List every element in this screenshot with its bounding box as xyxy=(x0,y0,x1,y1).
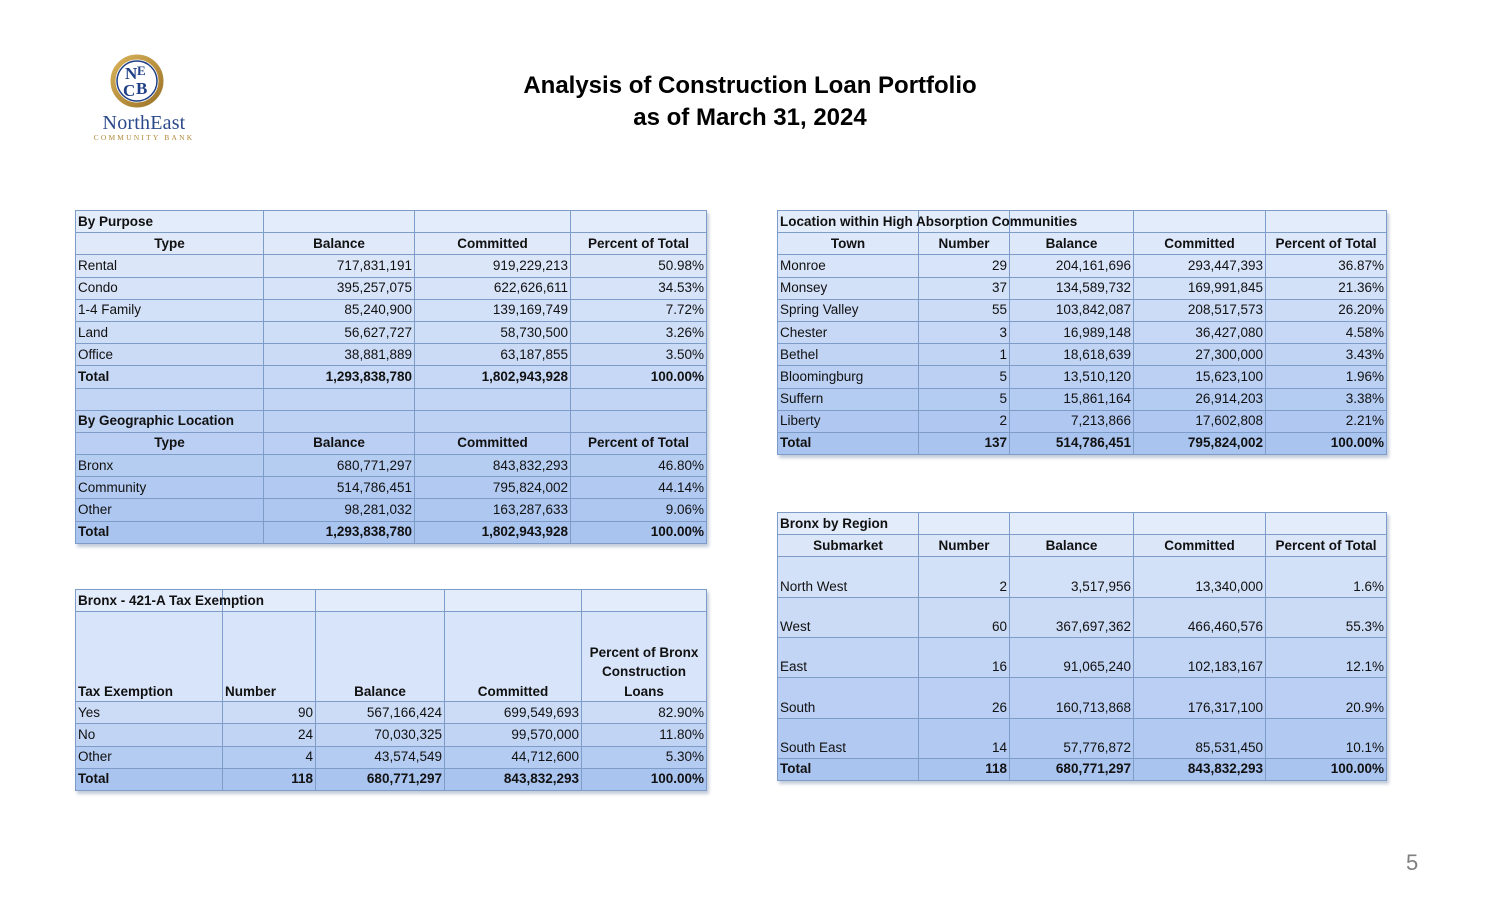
bronx_region-section-col-1 xyxy=(919,513,1010,535)
logo-tagline: COMMUNITY BANK xyxy=(93,133,195,142)
high-absorption-body xyxy=(778,211,1387,455)
tax_exemption-row-0-col-0: Yes xyxy=(76,702,223,724)
bronx_region-row-4-col-3: 85,531,450 xyxy=(1134,718,1266,758)
high_absorption-row-3-col-2: 16,989,148 xyxy=(1010,321,1134,343)
tax_exemption-header-col-0: Tax Exemption xyxy=(76,612,223,702)
bronx_region-header-col-1: Number xyxy=(919,535,1010,557)
high_absorption-header-row xyxy=(778,233,1387,255)
table-row xyxy=(76,455,707,477)
table-row xyxy=(778,344,1387,366)
table-row xyxy=(778,637,1387,677)
by_purpose-section-col-2 xyxy=(415,211,571,233)
high_absorption-total-row xyxy=(778,432,1387,454)
tax_exemption-total-col-2: 680,771,297 xyxy=(316,768,445,790)
tax_exemption-section-row xyxy=(76,590,707,612)
high_absorption-row-7-col-0: Liberty xyxy=(778,410,919,432)
bronx_region-row-2-col-3: 102,183,167 xyxy=(1134,637,1266,677)
high_absorption-row-6-col-3: 26,914,203 xyxy=(1134,388,1266,410)
bronx_region-header-col-0: Submarket xyxy=(778,535,919,557)
title-line-2: as of March 31, 2024 xyxy=(633,104,867,131)
by_geo-header-col-3: Percent of Total xyxy=(571,432,707,454)
by_purpose-row-4-col-3: 3.50% xyxy=(571,344,707,366)
by_purpose-section-row xyxy=(76,211,707,233)
bronx_region-row-1-col-3: 466,460,576 xyxy=(1134,597,1266,637)
high_absorption-row-4-col-4: 3.43% xyxy=(1266,344,1387,366)
table-row xyxy=(76,477,707,499)
table-row xyxy=(778,718,1387,758)
tax_exemption-row-1-col-1: 24 xyxy=(223,724,316,746)
high_absorption-section-col-3 xyxy=(1134,211,1266,233)
table-row xyxy=(778,410,1387,432)
high_absorption-section-row xyxy=(778,211,1387,233)
high_absorption-section-col-0: Location within High Absorption Communities xyxy=(778,211,919,233)
by_purpose-row-1-col-2: 622,626,611 xyxy=(415,277,571,299)
by_geo-row-1-col-3: 44.14% xyxy=(571,477,707,499)
high_absorption-row-4-col-2: 18,618,639 xyxy=(1010,344,1134,366)
high_absorption-row-6-col-2: 15,861,164 xyxy=(1010,388,1134,410)
by_purpose-row-2-col-0: 1-4 Family xyxy=(76,299,264,321)
by_geo-total-col-1: 1,293,838,780 xyxy=(264,521,415,543)
high_absorption-total-col-0: Total xyxy=(778,432,919,454)
high_absorption-row-3-col-0: Chester xyxy=(778,321,919,343)
by_geo-row-0-col-3: 46.80% xyxy=(571,455,707,477)
by_geo-row-2-col-3: 9.06% xyxy=(571,499,707,521)
by_geo-row-2-col-0: Other xyxy=(76,499,264,521)
tax_exemption-total-col-0: Total xyxy=(76,768,223,790)
table-row xyxy=(778,321,1387,343)
table-row xyxy=(778,557,1387,597)
table-row xyxy=(778,678,1387,718)
spacer-col-3 xyxy=(571,388,707,410)
table-row xyxy=(76,299,707,321)
table-row xyxy=(76,321,707,343)
by_purpose-row-4-col-0: Office xyxy=(76,344,264,366)
by_geo-total-row xyxy=(76,521,707,543)
spacer-col-0 xyxy=(76,388,264,410)
by_purpose-header-col-3: Percent of Total xyxy=(571,233,707,255)
bronx_region-row-0-col-2: 3,517,956 xyxy=(1010,557,1134,597)
table-row xyxy=(778,597,1387,637)
high_absorption-row-4-col-1: 1 xyxy=(919,344,1010,366)
high_absorption-row-6-col-0: Suffern xyxy=(778,388,919,410)
bronx_region-section-col-0: Bronx by Region xyxy=(778,513,919,535)
table-row xyxy=(76,255,707,277)
by_purpose-row-2-col-2: 139,169,749 xyxy=(415,299,571,321)
tax_exemption-row-0-col-3: 699,549,693 xyxy=(445,702,582,724)
high_absorption-header-col-0: Town xyxy=(778,233,919,255)
high_absorption-row-2-col-2: 103,842,087 xyxy=(1010,299,1134,321)
high_absorption-total-col-3: 795,824,002 xyxy=(1134,432,1266,454)
by_purpose-row-3-col-2: 58,730,500 xyxy=(415,321,571,343)
by_geo-total-col-3: 100.00% xyxy=(571,521,707,543)
by_purpose-row-3-col-3: 3.26% xyxy=(571,321,707,343)
high_absorption-header-col-2: Balance xyxy=(1010,233,1134,255)
tax_exemption-row-2-col-4: 5.30% xyxy=(582,746,707,768)
by_geo-row-0-col-2: 843,832,293 xyxy=(415,455,571,477)
bronx_region-section-row xyxy=(778,513,1387,535)
table-row xyxy=(778,366,1387,388)
by_purpose-total-col-0: Total xyxy=(76,366,264,388)
tax-exemption-body xyxy=(76,590,707,791)
bronx_region-row-2-col-4: 12.1% xyxy=(1266,637,1387,677)
high_absorption-row-2-col-0: Spring Valley xyxy=(778,299,919,321)
bronx_region-row-0-col-1: 2 xyxy=(919,557,1010,597)
bronx_region-row-3-col-2: 160,713,868 xyxy=(1010,678,1134,718)
by_purpose-total-row xyxy=(76,366,707,388)
by_geo-total-col-2: 1,802,943,928 xyxy=(415,521,571,543)
table-row xyxy=(76,499,707,521)
tax_exemption-row-1-col-3: 99,570,000 xyxy=(445,724,582,746)
bronx_region-row-1-col-4: 55.3% xyxy=(1266,597,1387,637)
bronx_region-row-1-col-1: 60 xyxy=(919,597,1010,637)
tax_exemption-total-col-3: 843,832,293 xyxy=(445,768,582,790)
bronx_region-row-2-col-0: East xyxy=(778,637,919,677)
bronx_region-row-3-col-3: 176,317,100 xyxy=(1134,678,1266,718)
table-row xyxy=(76,746,707,768)
bronx-region-table xyxy=(777,512,1387,781)
tax-exemption-table xyxy=(75,589,707,791)
bronx_region-header-col-3: Committed xyxy=(1134,535,1266,557)
tax_exemption-row-0-col-1: 90 xyxy=(223,702,316,724)
tax_exemption-section-col-3 xyxy=(445,590,582,612)
bronx_region-row-2-col-2: 91,065,240 xyxy=(1010,637,1134,677)
svg-text:E: E xyxy=(137,63,146,78)
by_purpose-section-col-0: By Purpose xyxy=(76,211,264,233)
table-row xyxy=(778,388,1387,410)
tax_exemption-row-2-col-3: 44,712,600 xyxy=(445,746,582,768)
bronx_region-row-2-col-1: 16 xyxy=(919,637,1010,677)
high_absorption-row-3-col-4: 4.58% xyxy=(1266,321,1387,343)
high_absorption-row-5-col-3: 15,623,100 xyxy=(1134,366,1266,388)
by_geo-row-2-col-1: 98,281,032 xyxy=(264,499,415,521)
high_absorption-row-5-col-2: 13,510,120 xyxy=(1010,366,1134,388)
high_absorption-row-4-col-3: 27,300,000 xyxy=(1134,344,1266,366)
high_absorption-row-7-col-1: 2 xyxy=(919,410,1010,432)
tax_exemption-header-row xyxy=(76,612,707,702)
bronx_region-row-3-col-0: South xyxy=(778,678,919,718)
by_geo-total-col-0: Total xyxy=(76,521,264,543)
bronx_region-section-col-4 xyxy=(1266,513,1387,535)
bronx_region-section-col-2 xyxy=(1010,513,1134,535)
by_geo-row-2-col-2: 163,287,633 xyxy=(415,499,571,521)
high_absorption-row-1-col-1: 37 xyxy=(919,277,1010,299)
bronx_region-header-row xyxy=(778,535,1387,557)
bronx_region-row-3-col-1: 26 xyxy=(919,678,1010,718)
spacer-col-2 xyxy=(415,388,571,410)
table-row xyxy=(76,344,707,366)
high_absorption-header-col-4: Percent of Total xyxy=(1266,233,1387,255)
high_absorption-row-7-col-2: 7,213,866 xyxy=(1010,410,1134,432)
by_purpose-row-3-col-1: 56,627,727 xyxy=(264,321,415,343)
table-row xyxy=(76,277,707,299)
tax_exemption-header-col-1: Number xyxy=(223,612,316,702)
high_absorption-row-7-col-4: 2.21% xyxy=(1266,410,1387,432)
by_purpose-row-3-col-0: Land xyxy=(76,321,264,343)
by_geo-header-col-2: Committed xyxy=(415,432,571,454)
by_purpose-header-col-1: Balance xyxy=(264,233,415,255)
by_geo-row-1-col-2: 795,824,002 xyxy=(415,477,571,499)
bronx_region-total-col-0: Total xyxy=(778,758,919,780)
bronx_region-row-3-col-4: 20.9% xyxy=(1266,678,1387,718)
tax_exemption-header-col-2: Balance xyxy=(316,612,445,702)
high_absorption-row-1-col-4: 21.36% xyxy=(1266,277,1387,299)
by_purpose-row-4-col-2: 63,187,855 xyxy=(415,344,571,366)
by_geo-row-0-col-1: 680,771,297 xyxy=(264,455,415,477)
high_absorption-total-col-2: 514,786,451 xyxy=(1010,432,1134,454)
page-number: 5 xyxy=(1406,850,1419,875)
bronx_region-row-4-col-4: 10.1% xyxy=(1266,718,1387,758)
title-line-1: Analysis of Construction Loan Portfolio xyxy=(523,72,977,99)
bronx_region-header-col-4: Percent of Total xyxy=(1266,535,1387,557)
logo-name: NorthEast xyxy=(102,112,186,134)
high_absorption-total-col-4: 100.00% xyxy=(1266,432,1387,454)
high_absorption-row-2-col-4: 26.20% xyxy=(1266,299,1387,321)
by_geo-row-0-col-0: Bronx xyxy=(76,455,264,477)
by_purpose-header-col-0: Type xyxy=(76,233,264,255)
spacer-row xyxy=(76,388,707,410)
by_purpose-section-col-3 xyxy=(571,211,707,233)
high_absorption-header-col-1: Number xyxy=(919,233,1010,255)
tax_exemption-row-2-col-2: 43,574,549 xyxy=(316,746,445,768)
bank-logo xyxy=(84,54,204,144)
tax_exemption-total-row xyxy=(76,768,707,790)
high_absorption-row-1-col-2: 134,589,732 xyxy=(1010,277,1134,299)
table-row xyxy=(76,702,707,724)
svg-text:B: B xyxy=(136,79,148,98)
tax_exemption-total-col-4: 100.00% xyxy=(582,768,707,790)
by_geo-header-col-1: Balance xyxy=(264,432,415,454)
tax_exemption-section-col-0: Bronx - 421-A Tax Exemption xyxy=(76,590,223,612)
svg-text:C: C xyxy=(123,81,136,100)
by_purpose-row-2-col-1: 85,240,900 xyxy=(264,299,415,321)
high_absorption-row-2-col-1: 55 xyxy=(919,299,1010,321)
tax_exemption-row-2-col-1: 4 xyxy=(223,746,316,768)
bronx_region-header-col-2: Balance xyxy=(1010,535,1134,557)
by_geo-header-row xyxy=(76,432,707,454)
high_absorption-row-6-col-1: 5 xyxy=(919,388,1010,410)
bronx-region-body xyxy=(778,513,1387,781)
by_purpose-row-4-col-1: 38,881,889 xyxy=(264,344,415,366)
tax_exemption-section-col-4 xyxy=(582,590,707,612)
table-row xyxy=(76,724,707,746)
bronx_region-row-1-col-0: West xyxy=(778,597,919,637)
tax_exemption-row-1-col-4: 11.80% xyxy=(582,724,707,746)
high_absorption-total-col-1: 137 xyxy=(919,432,1010,454)
by_purpose-row-0-col-1: 717,831,191 xyxy=(264,255,415,277)
bronx_region-total-col-1: 118 xyxy=(919,758,1010,780)
tax_exemption-row-1-col-0: No xyxy=(76,724,223,746)
by_purpose-row-1-col-1: 395,257,075 xyxy=(264,277,415,299)
by-purpose-body xyxy=(76,211,707,544)
bronx_region-total-col-2: 680,771,297 xyxy=(1010,758,1134,780)
by_purpose-row-2-col-3: 7.72% xyxy=(571,299,707,321)
by_geo-section-col-3 xyxy=(571,410,707,432)
tax_exemption-row-0-col-2: 567,166,424 xyxy=(316,702,445,724)
high_absorption-row-3-col-3: 36,427,080 xyxy=(1134,321,1266,343)
table-row xyxy=(778,277,1387,299)
high_absorption-row-5-col-0: Bloomingburg xyxy=(778,366,919,388)
high_absorption-row-1-col-3: 169,991,845 xyxy=(1134,277,1266,299)
high_absorption-row-4-col-0: Bethel xyxy=(778,344,919,366)
tax_exemption-row-2-col-0: Other xyxy=(76,746,223,768)
bronx_region-row-0-col-4: 1.6% xyxy=(1266,557,1387,597)
tax_exemption-row-1-col-2: 70,030,325 xyxy=(316,724,445,746)
table-row xyxy=(778,299,1387,321)
bronx_region-row-1-col-2: 367,697,362 xyxy=(1010,597,1134,637)
tax_exemption-section-col-2 xyxy=(316,590,445,612)
bronx_region-section-col-3 xyxy=(1134,513,1266,535)
tax_exemption-row-0-col-4: 82.90% xyxy=(582,702,707,724)
high_absorption-header-col-3: Committed xyxy=(1134,233,1266,255)
by_purpose-total-col-2: 1,802,943,928 xyxy=(415,366,571,388)
high_absorption-row-5-col-1: 5 xyxy=(919,366,1010,388)
by_purpose-row-1-col-0: Condo xyxy=(76,277,264,299)
table-row xyxy=(778,255,1387,277)
high_absorption-row-5-col-4: 1.96% xyxy=(1266,366,1387,388)
high_absorption-row-6-col-4: 3.38% xyxy=(1266,388,1387,410)
high_absorption-section-col-4 xyxy=(1266,211,1387,233)
logo-monogram-icon xyxy=(108,54,180,112)
high_absorption-row-2-col-3: 208,517,573 xyxy=(1134,299,1266,321)
high_absorption-row-1-col-0: Monsey xyxy=(778,277,919,299)
high-absorption-table xyxy=(777,210,1387,455)
by_geo-section-col-0: By Geographic Location xyxy=(76,410,264,432)
bronx_region-row-0-col-3: 13,340,000 xyxy=(1134,557,1266,597)
tax_exemption-header-col-4: Percent of Bronx Construction Loans xyxy=(582,612,707,702)
high_absorption-row-0-col-2: 204,161,696 xyxy=(1010,255,1134,277)
svg-text:N: N xyxy=(125,64,138,83)
high_absorption-row-0-col-0: Monroe xyxy=(778,255,919,277)
bronx_region-total-row xyxy=(778,758,1387,780)
by_purpose-total-col-3: 100.00% xyxy=(571,366,707,388)
bronx_region-row-0-col-0: North West xyxy=(778,557,919,597)
bronx_region-row-4-col-0: South East xyxy=(778,718,919,758)
by_purpose-header-col-2: Committed xyxy=(415,233,571,255)
by_purpose-row-0-col-2: 919,229,213 xyxy=(415,255,571,277)
by_geo-section-row xyxy=(76,410,707,432)
by_purpose-section-col-1 xyxy=(264,211,415,233)
by_geo-section-col-1 xyxy=(264,410,415,432)
spacer-col-1 xyxy=(264,388,415,410)
bronx_region-total-col-3: 843,832,293 xyxy=(1134,758,1266,780)
high_absorption-row-0-col-3: 293,447,393 xyxy=(1134,255,1266,277)
by_purpose-row-1-col-3: 34.53% xyxy=(571,277,707,299)
by_purpose-header-row xyxy=(76,233,707,255)
high_absorption-row-0-col-1: 29 xyxy=(919,255,1010,277)
by_geo-section-col-2 xyxy=(415,410,571,432)
by_purpose-row-0-col-0: Rental xyxy=(76,255,264,277)
by-purpose-table xyxy=(75,210,707,544)
tax_exemption-total-col-1: 118 xyxy=(223,768,316,790)
bronx_region-row-4-col-2: 57,776,872 xyxy=(1010,718,1134,758)
high_absorption-row-3-col-1: 3 xyxy=(919,321,1010,343)
bronx_region-row-4-col-1: 14 xyxy=(919,718,1010,758)
by_geo-row-1-col-0: Community xyxy=(76,477,264,499)
by_geo-row-1-col-1: 514,786,451 xyxy=(264,477,415,499)
tax_exemption-header-col-3: Committed xyxy=(445,612,582,702)
high_absorption-row-0-col-4: 36.87% xyxy=(1266,255,1387,277)
by_geo-header-col-0: Type xyxy=(76,432,264,454)
bronx_region-total-col-4: 100.00% xyxy=(1266,758,1387,780)
by_purpose-row-0-col-3: 50.98% xyxy=(571,255,707,277)
high_absorption-row-7-col-3: 17,602,808 xyxy=(1134,410,1266,432)
page-title xyxy=(400,70,1100,134)
by_purpose-total-col-1: 1,293,838,780 xyxy=(264,366,415,388)
